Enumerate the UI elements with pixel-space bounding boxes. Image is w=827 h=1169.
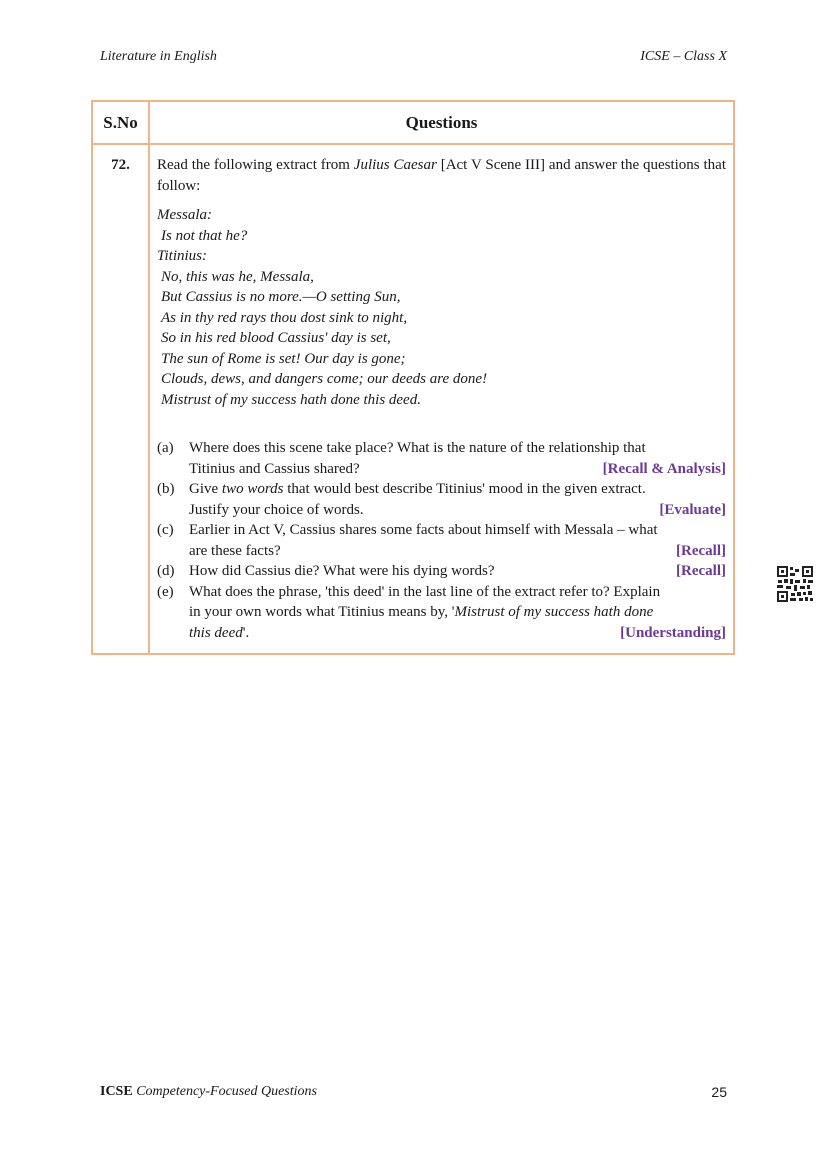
header-row-divider [93,143,733,145]
extract-line: So in his red blood Cassius' day is set, [161,330,391,346]
extract-line: The sun of Rome is set! Our day is gone; [161,350,406,367]
skill-tag: [Understanding] [620,624,726,641]
skill-tag: [Recall] [676,563,726,579]
page-number: 25 [711,1084,727,1100]
running-header-left: Literature in English [100,49,217,64]
extract [157,205,726,410]
subquestion-b: (b) Give two words that would best describe Titinius' mood in the given extract. Justify your choice of words. [Evaluate] [157,479,726,520]
extract-line: Mistrust of my success hath done this deed. [161,391,421,408]
qr-code-icon[interactable] [776,565,814,603]
footer-title: ICSE Competency-Focused Questions [100,1084,317,1099]
running-header-right: ICSE – Class X [640,49,727,64]
question-number: 72. [111,157,130,173]
subquestion-d: (d) How did Cassius die? What were his dying words? [Recall] [157,561,726,582]
extract-speaker: Messala: [157,207,212,223]
extract-speaker: Titinius: [157,248,208,264]
column-divider [148,102,150,653]
subquestions [157,438,726,643]
extract-line: As in thy red rays thou dost sink to night, [161,309,408,326]
subquestion-label: (c) [157,522,174,538]
questions-table [91,100,735,655]
subquestion-label: (e) [157,583,174,600]
subquestion-c: (c) Earlier in Act V, Cassius shares some facts about himself with Messala – what are these facts? [Recall] [157,520,726,561]
subquestion-a: (a) Where does this scene take place? What is the nature of the relationship that Titinius and Cassius shared? [Recall & Analysis] [157,438,726,479]
subquestion-e: (e) What does the phrase, 'this deed' in the last line of the extract refer to? Explain in your own words what Titinius means by, 'Mistrust of my success hath done this deed'. [Understanding] [157,582,726,644]
skill-tag: [Recall & Analysis] [602,460,726,477]
extract-line: No, this was he, Messala, [161,268,314,285]
skill-tag: [Recall] [676,542,726,559]
subquestion-label: (a) [157,440,174,456]
work-title: Julius Caesar [353,157,437,173]
column-header-sno: S.No [103,112,138,132]
subquestion-label: (d) [157,563,175,579]
extract-line: But Cassius is no more.—O setting Sun, [161,289,401,305]
question-intro: Read the following extract from Julius Caesar [Act V Scene III] and answer the questions that follow: [157,157,727,194]
extract-line: Clouds, dews, and dangers come; our deeds are done! [161,371,488,387]
skill-tag: [Evaluate] [659,501,726,518]
question-body [157,155,726,643]
column-header-questions: Questions [405,112,478,132]
extract-line: Is not that he? [161,227,248,244]
subquestion-label: (b) [157,481,175,497]
